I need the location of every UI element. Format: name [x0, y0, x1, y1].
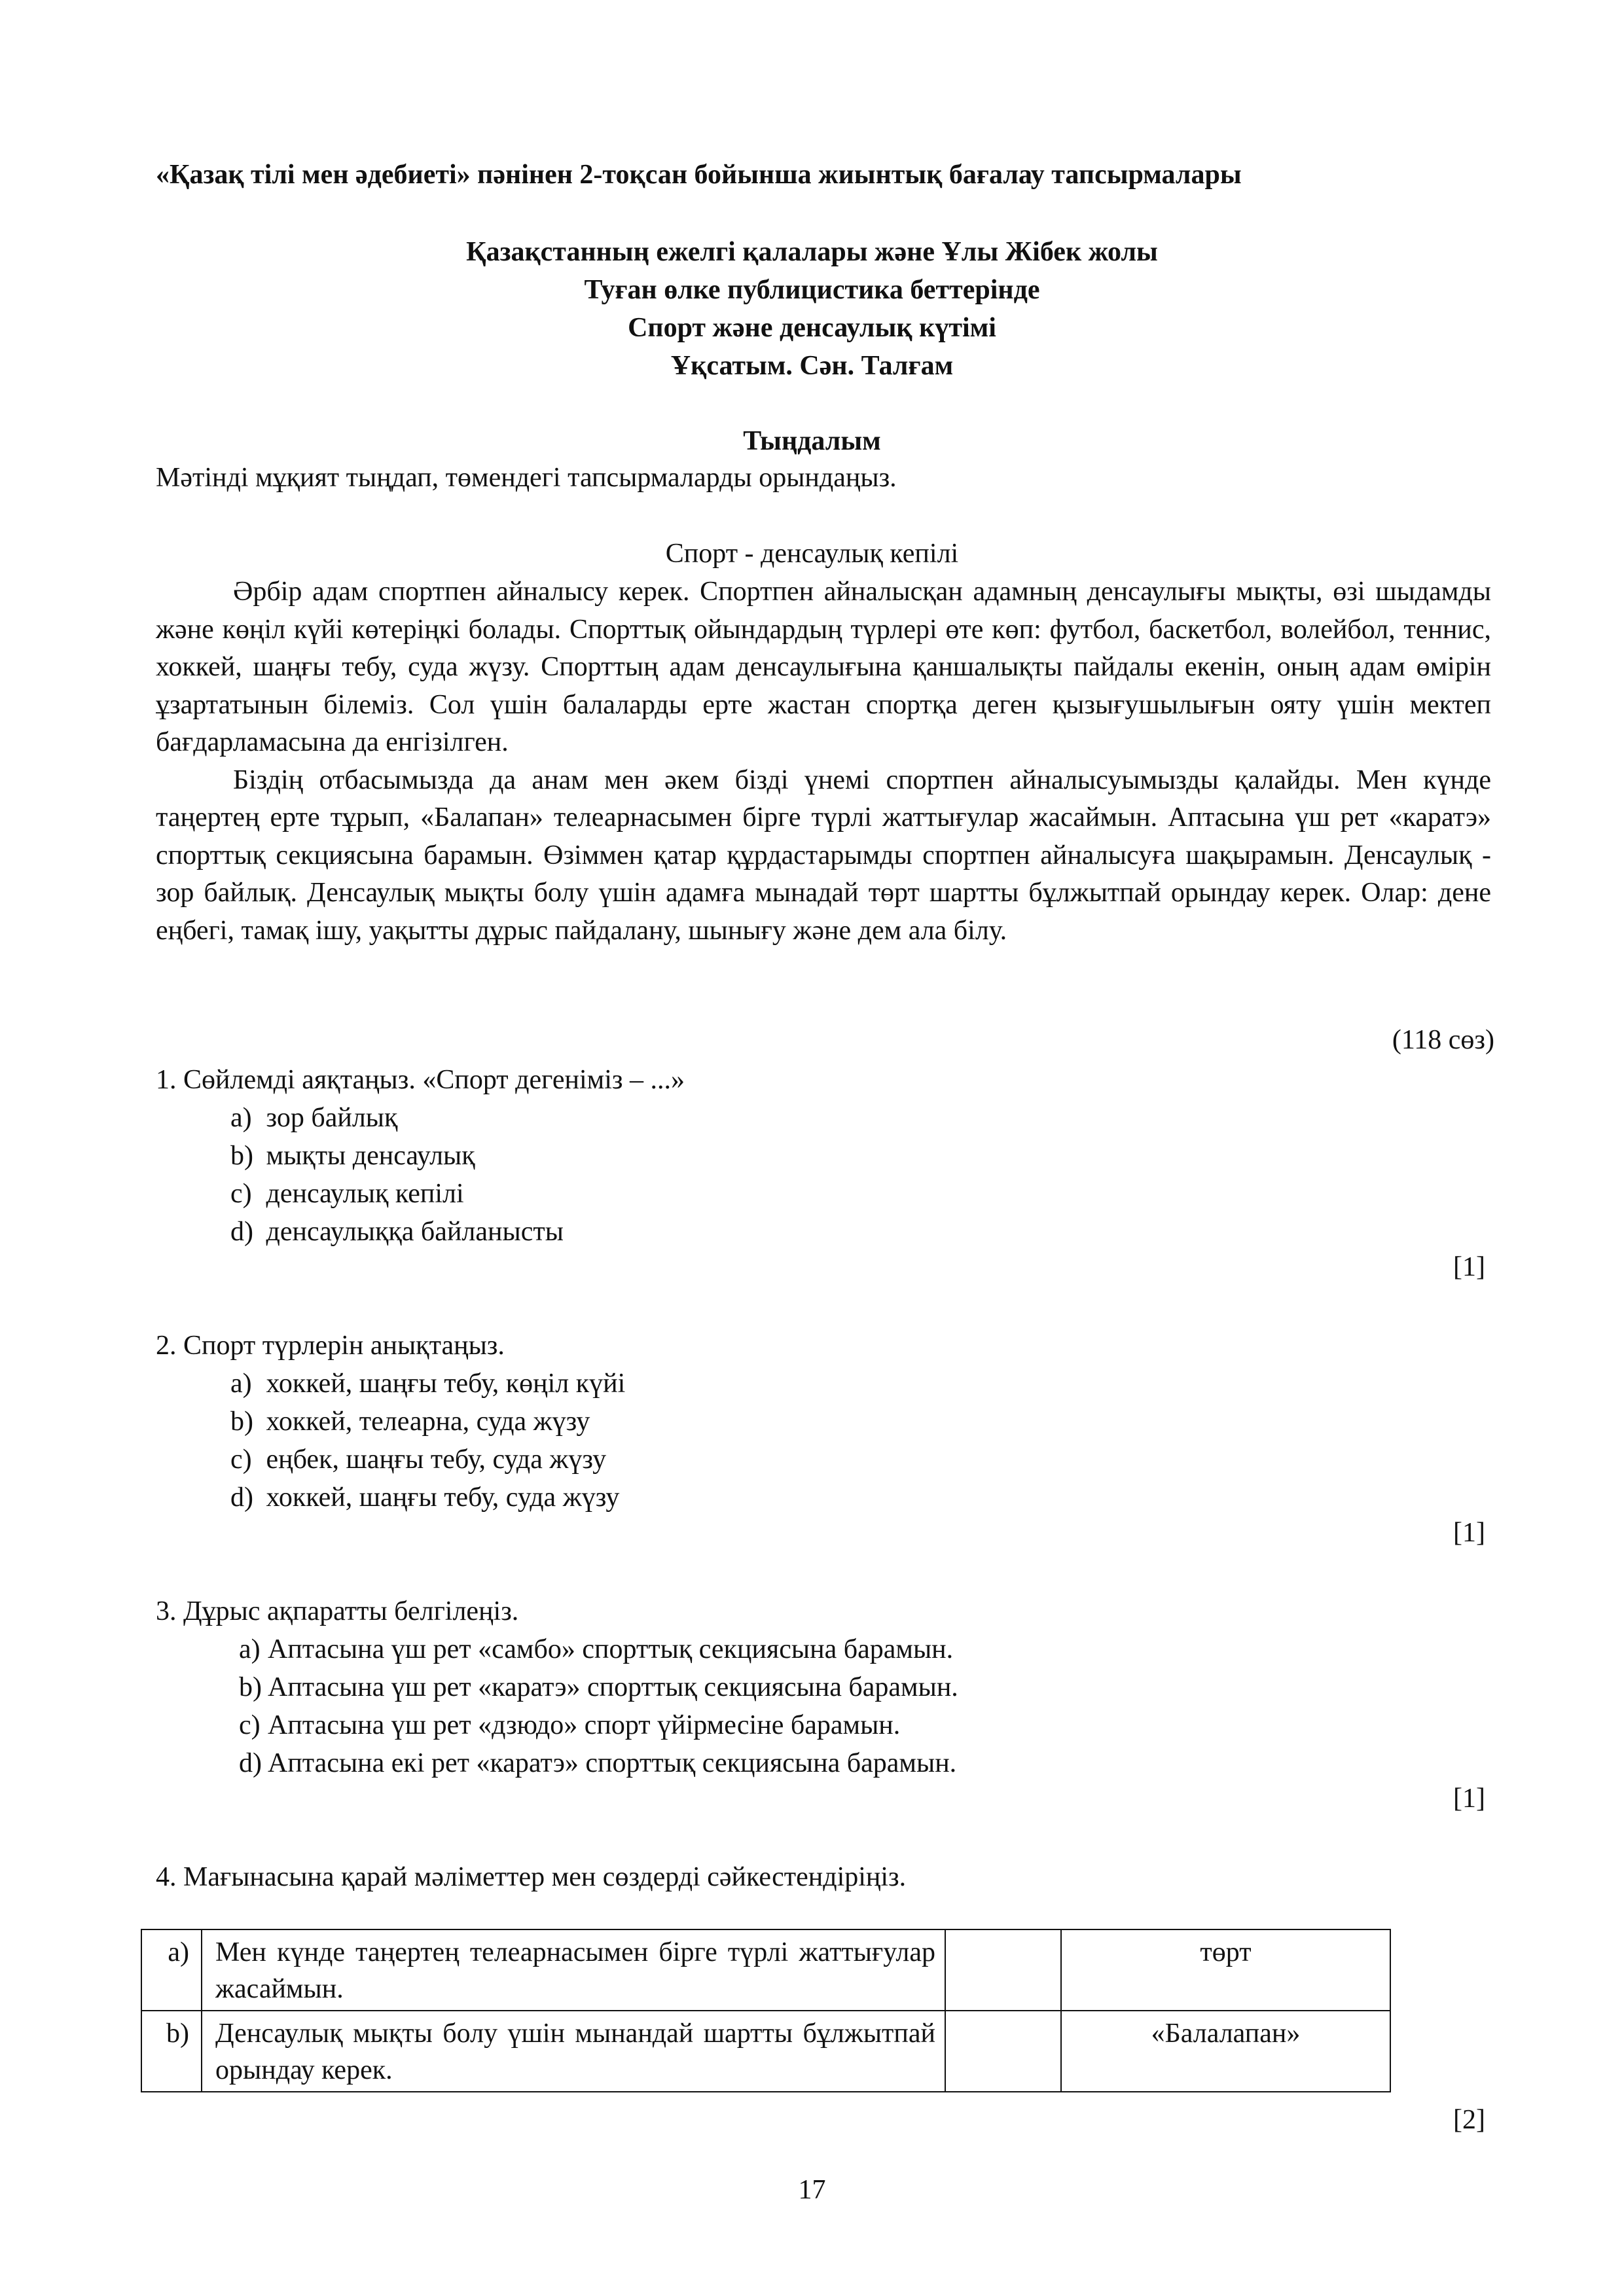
question-2-option-a[interactable] — [230, 1365, 625, 1403]
question-2-prompt: 2. Спорт түрлерін анықтаңыз. — [156, 1331, 505, 1361]
document-title: «Қазақ тілі мен әдебиеті» пәнінен 2-тоқсан бойынша жиынтық бағалау тапсырмалары — [156, 160, 1242, 190]
section-heading: Тыңдалым — [743, 426, 881, 456]
option-text: Аптасына үш рет «самбо» спорттық секциясына барамын. — [268, 1634, 954, 1664]
question-2-option-b[interactable] — [230, 1403, 590, 1441]
option-text: хоккей, телеарна, суда жүзу — [266, 1407, 590, 1437]
topic-line-4: Ұқсатым. Сән. Талғам — [670, 351, 954, 381]
option-text: денсаулыққа байланысты — [266, 1217, 564, 1247]
option-letter: a) — [239, 1634, 261, 1664]
option-text: зор байлық — [266, 1103, 398, 1133]
option-text: еңбек, шаңғы тебу, суда жүзу — [266, 1444, 607, 1475]
question-3-option-b[interactable] — [239, 1669, 958, 1707]
option-letter: b) — [230, 1407, 253, 1437]
option-text: Аптасына үш рет «каратэ» спорттық секциясына барамын. — [268, 1672, 958, 1702]
table-row — [141, 2011, 1390, 2092]
option-letter: a) — [230, 1103, 252, 1133]
matching-table — [141, 1929, 1391, 2092]
row-word: төрт — [1061, 1929, 1390, 2011]
question-1-option-b[interactable] — [230, 1138, 475, 1175]
option-text: денсаулық кепілі — [266, 1179, 464, 1209]
question-1-prompt: 1. Сөйлемді аяқтаңыз. «Спорт дегеніміз – ...» — [156, 1065, 685, 1095]
question-1-option-d[interactable] — [230, 1213, 564, 1251]
option-letter: a) — [230, 1369, 252, 1399]
text-paragraph-2: Біздің отбасымызда да анам мен әкем бізді үнемі спортпен айналысуымызды қалайды. Мен күнде таңертең ерте тұрып, «Балапан» телеарнасымен бірге түрлі жаттығулар жасаймын. Аптасына үш рет «каратэ» спорттық секциясына барамын. Өзіммен қатар құрдастарымды спортпен айналысуға шақырамын. Денсаулық - зор байлық. Денсаулық мықты болу үшін адамға мынадай төрт шартты бұлжытпай орындау керек. Олар: дене еңбегі, тамақ ішу, уақытты дұрыс пайдалану, шынығу және дем ала білу. — [156, 764, 1491, 946]
row-word: «Балалапан» — [1061, 2011, 1390, 2092]
option-text: Аптасына екі рет «каратэ» спорттық секциясына барамын. — [268, 1748, 957, 1778]
row-statement: Денсаулық мықты болу үшін мынандай шартты бұлжытпай орындау керек. — [202, 2011, 945, 2092]
option-text: хоккей, шаңғы тебу, көңіл күйі — [266, 1369, 626, 1399]
row-letter: b) — [141, 2011, 202, 2092]
option-text: мықты денсаулық — [266, 1141, 475, 1171]
option-letter: d) — [239, 1748, 262, 1778]
question-3-option-a[interactable] — [239, 1631, 953, 1669]
topic-line-2: Туған өлке публицистика беттерінде — [584, 275, 1040, 305]
option-letter: b) — [230, 1141, 253, 1171]
section-instruction: Мәтінді мұқият тыңдап, төмендегі тапсырмаларды орындаңыз. — [156, 463, 897, 493]
text-paragraph-1: Әрбір адам спортпен айналысу керек. Спортпен айналысқан адамның денсаулығы мықты, өзі шыдамды және көңіл күйі көтеріңкі болады. Спорттық ойындардың түрлері өте көп: футбол, баскетбол, волейбол, теннис, хоккей, шаңғы тебу, суда жүзу. Спорттың адам денсаулығына қаншалықты пайдалы екенін, оның адам өмірін ұзартатынын білеміз. Сол үшін балаларды ерте жастан спортқа деген қызығушылығын ояту үшін мектеп бағдарламасына да енгізілген. — [156, 577, 1491, 757]
question-2-score: [1] — [1453, 1518, 1485, 1548]
page-number: 17 — [798, 2175, 826, 2205]
option-letter: d) — [230, 1482, 253, 1513]
question-3-option-c[interactable] — [239, 1707, 900, 1745]
question-1-score: [1] — [1453, 1252, 1485, 1282]
row-statement: Мен күнде таңертең телеарнасымен бірге түрлі жаттығулар жасаймын. — [202, 1929, 945, 2011]
option-letter: d) — [230, 1217, 253, 1247]
answer-cell[interactable] — [945, 1929, 1061, 2011]
text-title: Спорт - денсаулық кепілі — [665, 539, 959, 569]
listening-text — [156, 573, 1491, 950]
option-text: хоккей, шаңғы тебу, суда жүзу — [266, 1482, 620, 1513]
answer-cell[interactable] — [945, 2011, 1061, 2092]
option-letter: c) — [230, 1179, 252, 1209]
question-1-option-a[interactable] — [230, 1100, 397, 1138]
question-1-option-c[interactable] — [230, 1175, 464, 1213]
option-letter: c) — [230, 1444, 252, 1475]
question-4-score: [2] — [1453, 2105, 1485, 2135]
row-letter: a) — [141, 1929, 202, 2011]
word-count: (118 сөз) — [1392, 1025, 1494, 1055]
question-2-option-c[interactable] — [230, 1441, 606, 1479]
table-row — [141, 1929, 1390, 2011]
topic-line-1: Қазақстанның ежелгі қалалары және Ұлы Жібек жолы — [466, 237, 1158, 267]
question-3-prompt: 3. Дұрыс ақпаратты белгілеңіз. — [156, 1596, 519, 1626]
question-3-option-d[interactable] — [239, 1745, 956, 1783]
question-2-option-d[interactable] — [230, 1479, 619, 1517]
option-letter: b) — [239, 1672, 262, 1702]
option-text: Аптасына үш рет «дзюдо» спорт үйірмесіне барамын. — [268, 1710, 901, 1740]
option-letter: c) — [239, 1710, 261, 1740]
question-3-score: [1] — [1453, 1784, 1485, 1814]
question-4-prompt: 4. Мағынасына қарай мәліметтер мен сөздерді сәйкестендіріңіз. — [156, 1862, 907, 1892]
topic-line-3: Спорт және денсаулық күтімі — [628, 313, 996, 343]
